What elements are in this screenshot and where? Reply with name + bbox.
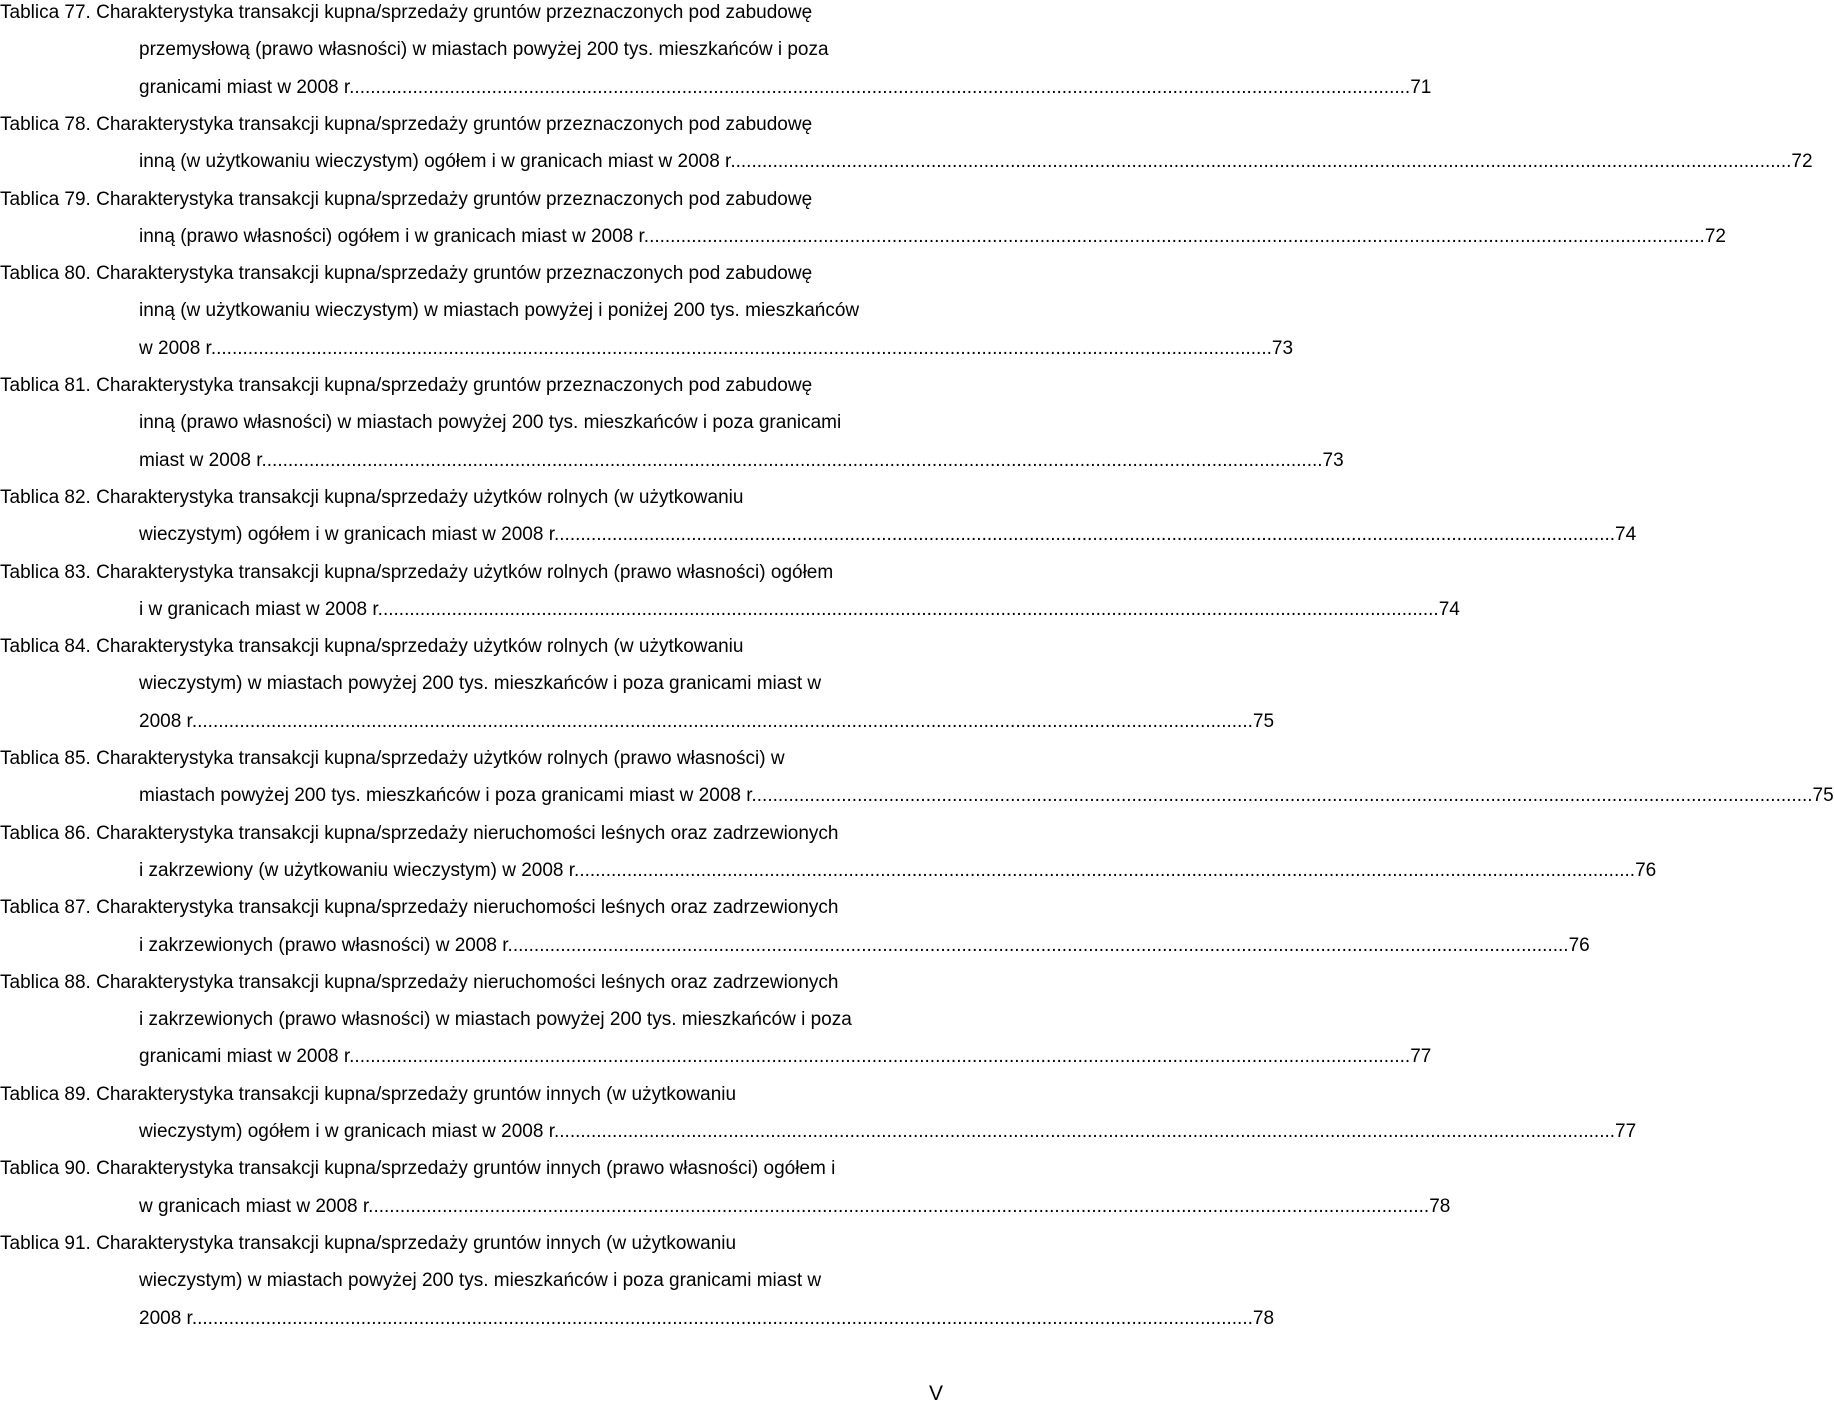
toc-entry-continuation-line	[139, 1306, 1275, 1332]
toc-page-number: 74	[1615, 524, 1637, 546]
dot-leader: ........................................................................................................................................................................................................	[197, 710, 1253, 732]
toc-entry-continuation-line	[139, 1007, 958, 1033]
toc-entry-title-line	[0, 112, 958, 138]
toc-entry-continuation-line	[139, 597, 1460, 623]
toc-entry-text: 2008 r.	[139, 710, 198, 732]
toc-entry-title-line	[0, 1082, 958, 1108]
toc-page-number: 76	[1635, 859, 1657, 881]
toc-entry-text: przemysłową (prawo własności) w miastach powyżej 200 tys. mieszkańców i poza	[139, 39, 829, 61]
toc-page-number: 77	[1410, 1046, 1432, 1068]
toc-entry-continuation-line	[139, 709, 1275, 735]
dot-leader: ........................................................................................................................................................................................................	[216, 337, 1272, 359]
toc-entry-text: Tablica 87. Charakterystyka transakcji kupna/sprzedaży nieruchomości leśnych oraz zadrzewionych	[0, 897, 839, 919]
dot-leader: ........................................................................................................................................................................................................	[559, 1121, 1616, 1142]
toc-entry-text: Tablica 88. Charakterystyka transakcji kupna/sprzedaży nieruchomości leśnych oraz zadrzewionych	[0, 971, 839, 993]
toc-entry-text: inną (w użytkowaniu wieczystym) w miastach powyżej i poniżej 200 tys. mieszkańców	[139, 300, 860, 322]
toc-entry-continuation-line	[139, 75, 1432, 101]
toc-page-number: 73	[1322, 449, 1344, 471]
toc-page-number: 72	[1704, 225, 1726, 247]
toc-entry-text: inną (w użytkowaniu wieczystym) ogółem i w granicach miast w 2008 r.	[139, 151, 736, 173]
toc-entry-text: Tablica 79. Charakterystyka transakcji kupna/sprzedaży gruntów przeznaczonych pod zabudowę	[0, 188, 813, 210]
toc-entry-text: Tablica 84. Charakterystyka transakcji kupna/sprzedaży użytków rolnych (w użytkowaniu	[0, 636, 744, 658]
toc-entry-title-line	[0, 187, 958, 213]
toc-entry-text: w granicach miast w 2008 r.	[139, 1195, 374, 1217]
toc-entry-text: Tablica 83. Charakterystyka transakcji kupna/sprzedaży użytków rolnych (prawo własności) ogółem	[0, 561, 834, 583]
dot-leader: ........................................................................................................................................................................................................	[579, 859, 1636, 881]
toc-entry-title-line	[0, 634, 958, 660]
toc-entry-text: wieczystym) w miastach powyżej 200 tys. mieszkańców i poza granicami miast w	[139, 1270, 822, 1292]
toc-entry-text: Tablica 80. Charakterystyka transakcji kupna/sprzedaży gruntów przeznaczonych pod zabudowę	[0, 263, 813, 285]
toc-entry-text: Tablica 78. Charakterystyka transakcji kupna/sprzedaży gruntów przeznaczonych pod zabudowę	[0, 113, 813, 135]
toc-entry-continuation-line	[139, 410, 958, 436]
toc-entry-continuation-line	[139, 522, 1637, 548]
dot-leader: ........................................................................................................................................................................................................	[382, 598, 1439, 620]
toc-entry-text: Tablica 86. Charakterystyka transakcji kupna/sprzedaży nieruchomości leśnych oraz zadrzewionych	[0, 822, 839, 844]
dot-leader: ........................................................................................................................................................................................................	[756, 785, 1813, 807]
toc-entry-title-line	[0, 560, 958, 586]
toc-entry-text: inną (prawo własności) ogółem i w granicach miast w 2008 r.	[139, 225, 650, 247]
page-number: V	[929, 1382, 944, 1405]
toc-entry-continuation-line	[139, 298, 958, 324]
toc-entry-text: miastach powyżej 200 tys. mieszkańców i poza granicami miast w 2008 r.	[139, 785, 757, 807]
toc-entry-text: i zakrzewionych (prawo własności) w 2008 r.	[139, 934, 513, 956]
dot-leader: ........................................................................................................................................................................................................	[354, 1046, 1411, 1068]
dot-leader: ........................................................................................................................................................................................................	[735, 151, 1792, 173]
toc-entry-text: wieczystym) ogółem i w granicach miast w 2008 r.	[139, 1121, 560, 1142]
toc-entry-text: inną (prawo własności) w miastach powyżej 200 tys. mieszkańców i poza granicami	[139, 412, 842, 434]
toc-entry-title-line	[0, 485, 958, 511]
toc-entry-continuation-line	[139, 783, 1834, 809]
toc-entry-text: wieczystym) w miastach powyżej 200 tys. mieszkańców i poza granicami miast w	[139, 673, 822, 695]
dot-leader: ........................................................................................................................................................................................................	[649, 225, 1705, 247]
toc-entry-text: Tablica 81. Charakterystyka transakcji kupna/sprzedaży gruntów przeznaczonych pod zabudowę	[0, 375, 813, 396]
dot-leader: ........................................................................................................................................................................................................	[266, 449, 1323, 471]
toc-entry-continuation-line	[139, 149, 1813, 175]
dot-leader: ........................................................................................................................................................................................................	[559, 524, 1616, 546]
toc-page-number: 72	[1791, 151, 1813, 173]
toc-entry-title-line	[0, 746, 958, 772]
toc-page-number: 78	[1252, 1307, 1275, 1329]
toc-entry-title-line	[0, 1231, 958, 1257]
toc-page-number: 71	[1410, 76, 1432, 98]
toc-entry-continuation-line	[139, 933, 1590, 959]
toc-entry-text: granicami miast w 2008 r.	[139, 76, 355, 98]
toc-entry-title-line	[0, 821, 958, 847]
toc-entry-title-line	[0, 261, 958, 287]
toc-page-number: 74	[1438, 598, 1460, 620]
toc-entry-text: w 2008 r.	[139, 337, 217, 359]
toc-page-number: 75	[1812, 785, 1834, 807]
toc-entry-text: i zakrzewiony (w użytkowaniu wieczystym) w 2008 r.	[139, 859, 580, 881]
toc-entry-text: wieczystym) ogółem i w granicach miast w 2008 r.	[139, 524, 560, 546]
toc-entry-continuation-line	[139, 1194, 1451, 1220]
dot-leader: ........................................................................................................................................................................................................	[512, 934, 1569, 956]
toc-entry-text: i w granicach miast w 2008 r.	[139, 598, 383, 620]
toc-entry-title-line	[0, 1156, 958, 1182]
toc-entry-continuation-line	[139, 224, 1726, 250]
toc-page-number: 73	[1271, 337, 1294, 359]
toc-page-number: 77	[1615, 1121, 1637, 1142]
toc-entry-text: 2008 r.	[139, 1307, 198, 1329]
toc-page-number: 78	[1429, 1195, 1451, 1217]
toc-entry-text: Tablica 85. Charakterystyka transakcji kupna/sprzedaży użytków rolnych (prawo własności) w	[0, 748, 785, 769]
toc-entry-continuation-line	[139, 858, 1657, 884]
toc-entry-title-line	[0, 895, 958, 921]
toc-page-number: 75	[1252, 710, 1275, 732]
dot-leader: ........................................................................................................................................................................................................	[354, 76, 1411, 98]
toc-entry-text: Tablica 90. Charakterystyka transakcji kupna/sprzedaży gruntów innych (prawo własności) ogółem i	[0, 1158, 836, 1180]
toc-entry-text: i zakrzewionych (prawo własności) w miastach powyżej 200 tys. mieszkańców i poza	[139, 1009, 852, 1031]
toc-entry-continuation-line	[139, 671, 958, 697]
toc-entry-title-line	[0, 0, 958, 26]
toc-entry-continuation-line	[139, 37, 958, 63]
toc-entry-text: Tablica 89. Charakterystyka transakcji kupna/sprzedaży gruntów innych (w użytkowaniu	[0, 1083, 737, 1105]
toc-entry-text: Tablica 77. Charakterystyka transakcji kupna/sprzedaży gruntów przeznaczonych pod zabudowę	[0, 2, 813, 23]
toc-page-number: 76	[1568, 934, 1590, 956]
dot-leader: ........................................................................................................................................................................................................	[197, 1307, 1253, 1329]
toc-entry-text: miast w 2008 r.	[139, 449, 267, 471]
toc-entry-continuation-line	[139, 1044, 1432, 1070]
toc-entry-text: granicami miast w 2008 r.	[139, 1046, 355, 1068]
toc-entry-title-line	[0, 373, 958, 399]
toc-entry-continuation-line	[139, 448, 1344, 474]
toc-entry-continuation-line	[139, 1268, 958, 1294]
toc-entry-text: Tablica 91. Charakterystyka transakcji kupna/sprzedaży gruntów innych (w użytkowaniu	[0, 1232, 737, 1254]
dot-leader: ........................................................................................................................................................................................................	[373, 1195, 1430, 1217]
toc-entry-continuation-line	[139, 1119, 1637, 1145]
toc-entry-continuation-line	[139, 336, 1294, 362]
toc-entry-title-line	[0, 970, 958, 996]
toc-entry-text: Tablica 82. Charakterystyka transakcji kupna/sprzedaży użytków rolnych (w użytkowaniu	[0, 486, 744, 508]
